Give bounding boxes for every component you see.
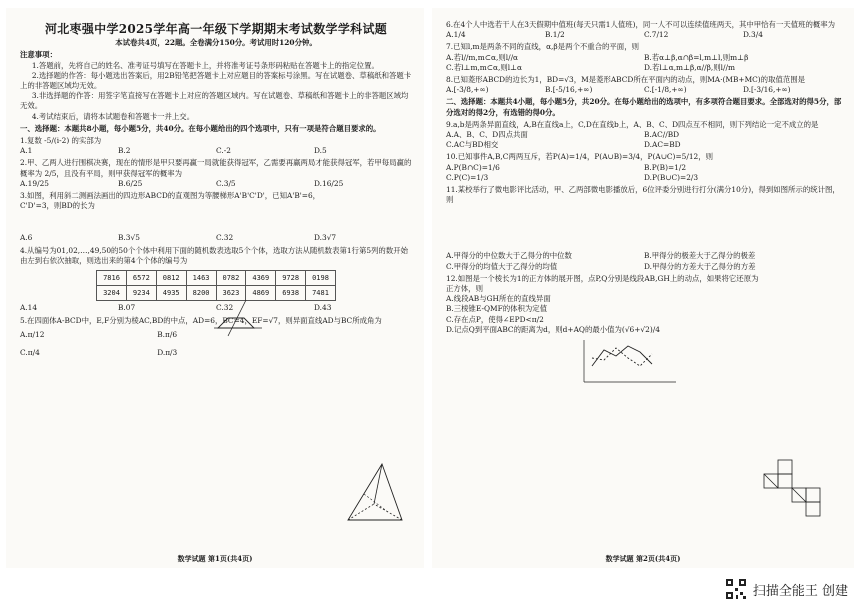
exam-info: 本试卷共4页，22题。全卷满分150分。考试用时120分钟。 bbox=[115, 38, 317, 48]
note-4: 4.考试结束后，请将本试题卷和答题卡一并上交。 bbox=[31, 111, 195, 121]
question-12-options bbox=[446, 294, 842, 335]
option: D.[-3/16,+∞) bbox=[743, 85, 791, 95]
score-line-chart bbox=[572, 336, 682, 390]
option: B.2 bbox=[118, 146, 131, 156]
question-7: 7.已知l,m是两条不同的直线，α,β是两个不重合的平面，则 bbox=[446, 42, 639, 52]
note-2: 2.选择题的作答：每小题选出答案后，用2B铅笔把答题卡上对应题目的答案标号涂黑。写在试题卷、草稿纸和答题卡上的非答题区域均无效。 bbox=[20, 70, 412, 91]
option: A.6 bbox=[20, 233, 33, 243]
option: C.存在点P，使得∠EPD<π/2 bbox=[446, 314, 544, 324]
question-6-options bbox=[446, 30, 842, 40]
option: B.3√5 bbox=[118, 233, 140, 243]
tetrahedron-figure bbox=[344, 460, 406, 526]
question-8: 8.已知菱形ABCD的边长为1，BD=√3，M是菱形ABCD所在平面内的动点，则MA·(MB+MC)的取值范围是 bbox=[446, 75, 806, 85]
option: B.07 bbox=[118, 303, 136, 313]
section-2-heading: 二、选择题：本题共4小题，每小题5分，共20分。在每小题给出的选项中，有多项符合题目要求。全部选对的得5分，部分选对的得2分，有选错的得0分。 bbox=[446, 97, 842, 117]
option: D.16/25 bbox=[314, 178, 344, 188]
notes-title: 注意事项： bbox=[20, 50, 57, 60]
option: A.19/25 bbox=[20, 178, 49, 188]
option: D.5 bbox=[314, 146, 327, 156]
option: A.1 bbox=[20, 146, 33, 156]
table-cell: 9234 bbox=[126, 286, 156, 301]
option: C.7/12 bbox=[644, 30, 669, 40]
table-cell: 0782 bbox=[216, 271, 246, 286]
option: D.π/3 bbox=[157, 348, 178, 358]
option: B.三棱锥E-QMF的体积为定值 bbox=[446, 304, 548, 314]
question-11: 11.某校举行了微电影评比活动，甲、乙两部微电影播放后，6位评委分别进行打分(满分10分)，得到如图所示的统计图，则 bbox=[446, 185, 840, 205]
option: A.π/12 bbox=[20, 329, 45, 339]
option: D.记点Q到平面ABC的距离为d，则d+AQ的最小值为(√6+√2)/4 bbox=[446, 324, 660, 334]
question-1-options bbox=[20, 146, 412, 156]
option: C.若l⊥m,m⊂α,则l⊥α bbox=[446, 62, 523, 72]
trapezoid-figure bbox=[206, 296, 266, 340]
note-1: 1.答题前，先将自己的姓名、准考证号填写在答题卡上，并将准考证号条形码粘贴在答题卡上的指定位置。 bbox=[31, 60, 379, 70]
option: B.P(B)=1/2 bbox=[644, 162, 687, 172]
qr-code-icon bbox=[725, 578, 747, 600]
question-3: 3.如图，利用斜二测画法画出的四边形ABCD的直观图为等腰梯形A'B'C'D'，已知A'B'=6，C'D'=3，则BD的长为 bbox=[20, 191, 321, 211]
question-4: 4.从编号为01,02,…,49,50的50个个体中利用下面的随机数表选取5个个体，选取方法从随机数表第1行第5列的数开始由左到右依次抽取，则选出来的第4个个体的编号为 bbox=[20, 245, 408, 265]
page-2-footer: 数学试题 第2页(共4页) bbox=[605, 554, 681, 563]
option: C.3/5 bbox=[216, 178, 236, 188]
exam-title: 河北枣强中学2025学年高一年级下学期期末考试数学学科试题 bbox=[44, 22, 388, 36]
option: C.32 bbox=[216, 303, 234, 313]
option: D.若l⊥α,m⊥β,α//β,则l//m bbox=[644, 62, 735, 72]
table-cell: 0198 bbox=[306, 271, 336, 286]
question-12: 12.如图是一个棱长为1的正方体的展开图，点P,Q分别是线段AB,GH上的动点，如果将它还原为正方体，则 bbox=[446, 273, 759, 294]
option: C.π/4 bbox=[20, 348, 40, 358]
exam-page-2 bbox=[432, 8, 854, 568]
question-1: 1.复数 -5/(i-2) 的实部为 bbox=[20, 136, 102, 146]
option: A.若l//m,m⊂α,则l//α bbox=[446, 52, 519, 62]
question-5: 5.在四面体A-BCD中，E,F分别为棱AC,BD的中点，AD=6，BC=4，EF=√7，则异面直线AD与BC所成角为 bbox=[20, 315, 382, 325]
question-9: 9.a,b是两条异面直线，A,B在直线a上，C,D在直线b上，A、B、C、D四点互不相同，则下列结论一定不成立的是 bbox=[446, 119, 819, 129]
question-11-options bbox=[446, 251, 842, 271]
table-cell: 6572 bbox=[126, 271, 156, 286]
option: C.P(C)=1/3 bbox=[446, 172, 489, 182]
option: C.-2 bbox=[216, 146, 231, 156]
scanner-watermark-text: 扫描全能王 创建 bbox=[752, 583, 848, 599]
page-1-footer: 数学试题 第1页(共4页) bbox=[177, 554, 253, 563]
option: B.1/2 bbox=[545, 30, 565, 40]
option: D.甲得分的方差大于乙得分的方差 bbox=[644, 261, 756, 271]
option: B.[-5/16,+∞) bbox=[545, 85, 593, 95]
note-3: 3.非选择题的作答：用签字笔直接写在答题卡上对应的答题区域内。写在试题卷、草稿纸和答题卡上的非答题区域均无效。 bbox=[20, 91, 409, 111]
option: A.线段AB与GH所在的直线异面 bbox=[446, 294, 551, 304]
question-2: 2.甲、乙两人进行围棋决赛，现在的情形是甲只要再赢一局就能获得冠军，乙需要再赢两局才能获得冠军，若甲每局赢的概率为 2/5，且没有平局，则甲获得冠军的概率为 bbox=[20, 158, 412, 178]
question-2-options bbox=[20, 179, 412, 189]
table-cell: 4869 bbox=[246, 286, 276, 301]
option: A.P(B∩C)=1/6 bbox=[446, 162, 500, 172]
question-7-options bbox=[446, 53, 842, 73]
table-cell: 6938 bbox=[276, 286, 306, 301]
option: D.3√7 bbox=[314, 233, 337, 243]
option: A.[-3/8,+∞) bbox=[446, 85, 489, 95]
table-cell: 9728 bbox=[276, 271, 306, 286]
table-cell: 4935 bbox=[156, 286, 186, 301]
option: A.A、B、C、D四点共面 bbox=[446, 130, 528, 140]
question-10: 10.已知事件A,B,C两两互斥，若P(A)=1/4，P(A∪B)=3/4，P(A∪C)=5/12，则 bbox=[446, 152, 714, 162]
option: D.3/4 bbox=[743, 30, 763, 40]
table-cell: 0812 bbox=[156, 271, 186, 286]
question-3-options bbox=[20, 233, 412, 243]
section-1-heading: 一、选择题：本题共8小题，每小题5分，共40分。在每小题给出的四个选项中，只有一项是符合题目要求的。 bbox=[20, 123, 381, 133]
option: B.π/6 bbox=[157, 329, 178, 339]
table-cell: 7816 bbox=[97, 271, 127, 286]
option: D.P(B∪C)=2/3 bbox=[644, 172, 699, 182]
question-9-options bbox=[446, 130, 842, 150]
table-cell: 1463 bbox=[186, 271, 216, 286]
cube-net-figure bbox=[758, 456, 838, 518]
option: C.32 bbox=[216, 233, 234, 243]
table-cell: 7481 bbox=[306, 286, 336, 301]
question-8-options bbox=[446, 85, 842, 95]
exam-page-1 bbox=[6, 8, 424, 568]
option: B.甲得分的极差大于乙得分的极差 bbox=[644, 251, 756, 261]
option: A.1/4 bbox=[446, 30, 466, 40]
option: C.甲得分的均值大于乙得分的均值 bbox=[446, 261, 558, 271]
table-cell: 8200 bbox=[186, 286, 216, 301]
table-row bbox=[97, 271, 336, 286]
option: D.AC=BD bbox=[644, 140, 681, 150]
option: A.14 bbox=[20, 303, 38, 313]
option: A.甲得分的中位数大于乙得分的中位数 bbox=[446, 251, 572, 261]
option: B.AC//BD bbox=[644, 130, 680, 140]
table-cell: 3623 bbox=[216, 286, 246, 301]
question-10-options bbox=[446, 163, 842, 183]
table-cell: 4369 bbox=[246, 271, 276, 286]
option: C.AC与BD相交 bbox=[446, 140, 499, 150]
option: B.若α⊥β,α∩β=l,m⊥l,则m⊥β bbox=[644, 52, 749, 62]
option: C.[-1/8,+∞) bbox=[644, 85, 687, 95]
scanner-watermark bbox=[725, 578, 848, 600]
table-cell: 3204 bbox=[97, 286, 127, 301]
question-6: 6.在4个人中选若干人在3天假期中值班(每天只需1人值班)，同一人不可以连续值班两天，其中甲恰有一天值班的概率为 bbox=[446, 20, 836, 29]
option: D.43 bbox=[314, 303, 332, 313]
option: B.6/25 bbox=[118, 178, 143, 188]
